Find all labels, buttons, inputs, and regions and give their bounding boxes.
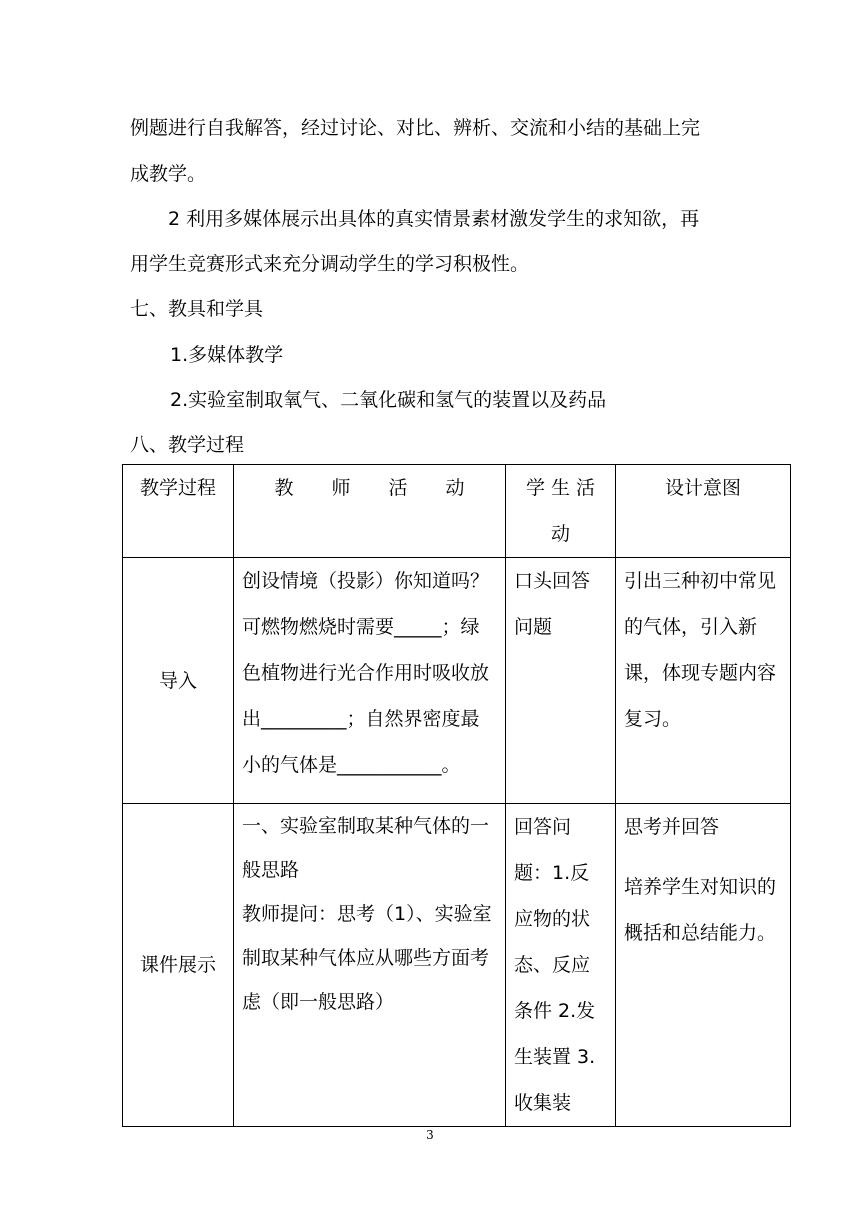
row-student-activity: 口头回答问题	[506, 558, 616, 804]
teaching-process-table	[122, 464, 791, 1127]
table-row	[123, 804, 791, 1127]
page-number: 3	[426, 1128, 434, 1142]
row-student-activity: 回答问题：1.反应物的状态、反应条件 2.发生装置 3.收集装	[506, 804, 616, 1127]
header-student-activity: 学 生 活 动	[506, 465, 616, 558]
list-item: 2.实验室制取氧气、二氧化碳和氢气的装置以及药品	[170, 389, 607, 411]
header-design-intent: 设计意图	[616, 465, 791, 558]
paragraph-line: 2 利用多媒体展示出具体的真实情景素材激发学生的求知欲，再	[168, 208, 700, 230]
paragraph-line: 例题进行自我解答，经过讨论、对比、辨析、交流和小结的基础上完	[130, 117, 701, 139]
table-header-row	[123, 465, 791, 558]
design-intent-line: 思考并回答	[624, 816, 720, 838]
row-stage: 导入	[123, 558, 234, 804]
section-heading-8: 八、教学过程	[130, 434, 245, 456]
paragraph-line: 成教学。	[130, 163, 207, 185]
paragraph-line: 用学生竞赛形式来充分调动学生的学习积极性。	[130, 253, 530, 275]
row-design-intent	[616, 804, 791, 1127]
row-design-intent: 引出三种初中常见的气体，引入新课，体现专题内容复习。	[616, 558, 791, 804]
teacher-activity-line: 一、实验室制取某种气体的一般思路	[242, 815, 490, 881]
teacher-activity-line: 教师提问：思考（1）、实验室制取某种气体应从哪些方面考虑（即一般思路）	[242, 903, 492, 1013]
row-teacher-activity: 创设情境（投影）你知道吗？可燃物燃烧时需要_____；绿色植物进行光合作用时吸收放出_________；自然界密度最小的气体是___________。	[234, 558, 506, 804]
header-teacher-activity: 教 师 活 动	[234, 465, 506, 558]
list-item: 1.多媒体教学	[170, 344, 284, 366]
table-row	[123, 558, 791, 804]
row-stage: 课件展示	[123, 804, 234, 1127]
header-stage: 教学过程	[123, 465, 234, 558]
design-intent-line: 培养学生对知识的概括和总结能力。	[624, 876, 777, 944]
row-teacher-activity	[234, 804, 506, 1127]
section-heading-7: 七、教具和学具	[130, 298, 264, 320]
